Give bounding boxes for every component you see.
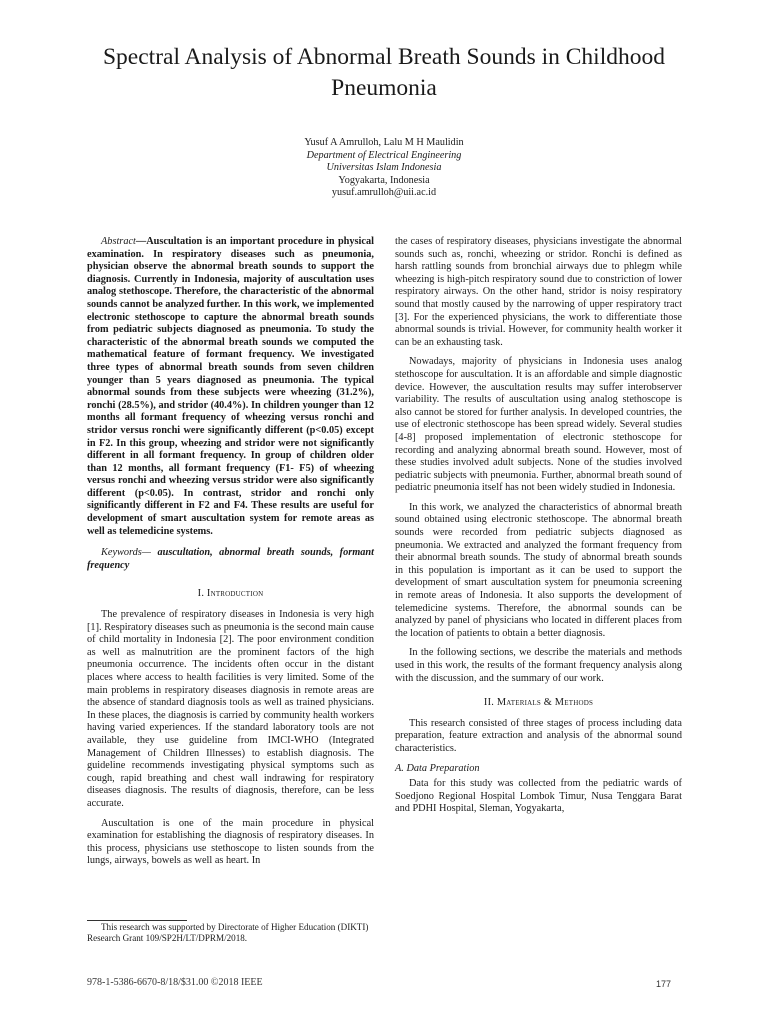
keywords-lead: Keywords— [101, 547, 151, 559]
author-block [170, 137, 598, 200]
author-department: Department of Electrical Engineering [306, 149, 462, 161]
intro-paragraph-3: the cases of respiratory diseases, physicians investigate the abnormal sounds such as, ronchi, wheezing or stridor. Ronchi is defined as harsh rattling sounds from bronchial airways due to phlegm while wheezing is high-pitch respiratory sound due to constriction of lower respiratory airways. On the other hand, stridor is noisy respiratory sound that mostly caused by the narrowing of upper respiratory tract [3]. For the experienced physicians, the work to differentiate those abnormal sounds is trivial. However, for community health worker it can be an exhausting task. [395, 236, 682, 348]
page-number: 177 [656, 979, 672, 989]
footnote: This research was supported by Directorate of Higher Education (DIKTI) Research Grant 109/SP2H/LT/DPRM/2018. [87, 922, 369, 944]
keywords [87, 547, 374, 572]
author-names: Yusuf A Amrulloh, Lalu M H Maulidin [304, 137, 464, 148]
paper-title: Spectral Analysis of Abnormal Breath Sounds in Childhood Pneumonia [102, 44, 665, 101]
keywords-text: auscultation, abnormal breath sounds, formant frequency [87, 547, 374, 571]
intro-paragraph-4: Nowadays, majority of physicians in Indonesia uses analog stethoscope for auscultation. It is an affordable and simple diagnostic device. However, the auscultation results may suffer interobserver variability. The results of auscultation using analog stethoscope is also cannot be stored for further analysis. In developed countries, the use of electronic stethoscope has been spread widely. Several studies [4-8] proposed implementation of electronic stethoscope for recording and analyzing abnormal breath sound. However, most of these studies involved adult subjects. None of the studies involved pediatric subjects with pneumonia. Further, abnormal breath sound of pediatric pneumonia itself has not been widely studied in Indonesia. [395, 356, 682, 494]
footnote-divider [87, 920, 187, 921]
subsection-heading-data-preparation: A. Data Preparation [395, 762, 480, 774]
author-email[interactable]: yusuf.amrulloh@uii.ac.id [331, 187, 437, 199]
abstract-lead: Abstract [101, 236, 136, 247]
section-heading-methods: II. Materials & Methods [483, 697, 594, 709]
right-column [395, 236, 682, 823]
author-university: Universitas Islam Indonesia [326, 162, 442, 174]
data-preparation-paragraph: Data for this study was collected from the pediatric wards of Soedjono Regional Hospital Lombok Timur, Nusa Tenggara Barat and PDHI Hospital, Sleman, Yogyakarta, [395, 778, 682, 815]
left-column [87, 236, 374, 875]
intro-paragraph-5: In this work, we analyzed the characteristics of abnormal breath sound obtained using electronic stethoscope. The abnormal breath sounds were recorded from pediatric subjects diagnosed as pneumonia. We extracted and analyzed the formant frequency from their abnormal breath sounds. The study of abnormal breath sounds in this population is important as it can be used to support the development of smart auscultation system for pneumonia screening in remote areas of Indonesia. It also supports the development of telemedicine systems. Therefore, the abnormal sounds can be analyzed by panel of physicians who located in different places from the location of patients to obtain a better diagnosis. [395, 501, 682, 639]
abstract-text: —Auscultation is an important procedure in physical examination. In respiratory diseases such as pneumonia, physician observe the abnormal breath sounds to support the diagnosis. Currently in Indonesia, majority of auscultation uses analog stethoscope. Therefore, the characteristic of the abnormal sounds cannot be analyzed further. In this work, we implemented electronic stethoscope to capture the abnormal breath sounds from pediatric subjects diagnosed as pneumonia. To study the characteristic of the abnormal breath sounds we computed the mathematical feature of formant frequency. We investigated three types of abnormal breath sounds from seven children younger than 5 years diagnosed as pneumonia. The typical abnormal sounds from these subjects were wheezing (31.2%), ronchi (28.5%), and stridor (40.4%). In children younger than 12 months all formant frequency of wheezing versus ronchi and stridor versus ronchi were significantly different (p<0.05) except in F2. In this group, wheezing and stridor were not significantly different in all formant frequency. In group of children older than 12 months, all formant frequency (F1- F5) of wheezing versus ronchi and wheezing versus stridor were also significantly different (p<0.05). In contrast, stridor and ronchi only significantly different in F2 and F4. These results are useful for development of smart auscultation system for remote areas as well as telemedicine systems. [87, 236, 374, 537]
section-heading-introduction: I. Introduction [197, 588, 264, 600]
intro-paragraph-6: In the following sections, we describe the materials and methods used in this work, the results of the formant frequency analysis along with the discussion, and the summary of our work. [395, 647, 682, 684]
intro-paragraph-1: The prevalence of respiratory diseases in Indonesia is very high [1]. Respiratory diseases such as pneumonia is the second main cause of child mortality in Indonesia [2]. The poor environment condition as well as malnutrition are the prominent factors of the high pneumonia occurrence. The incidents often occur in the distant places where access to health facilities is very limited. Some of the main problems in respiratory diseases diagnosis in remote areas are the absence of standard diagnosis tools as well as trained physicians. In these places, the diagnosis is carried by community health workers having varied experiences. If the standard laboratory tools are not available, they use guideline from IMCI-WHO (Integrated Management of Children Illnesses) to establish diagnosis. The guideline recommends investigating physical symptoms such as cough, rapid breathing and chest wall indrawing for respiratory diseases diagnosis. The results of diagnosis, therefore, can be less accurate. [87, 609, 374, 809]
footer-isbn: 978-1-5386-6670-8/18/$31.00 ©2018 IEEE [87, 977, 263, 988]
intro-paragraph-2: Auscultation is one of the main procedure in physical examination for establishing the diagnosis of respiratory diseases. In this process, physicians use stethoscope to listen sounds from the lungs, airways, bowels as well as heart. In [87, 817, 374, 867]
author-city: Yogyakarta, Indonesia [338, 174, 430, 186]
methods-paragraph: This research consisted of three stages of process including data preparation, feature extraction and analysis of the abnormal sound characteristics. [395, 717, 682, 754]
abstract [87, 236, 374, 538]
